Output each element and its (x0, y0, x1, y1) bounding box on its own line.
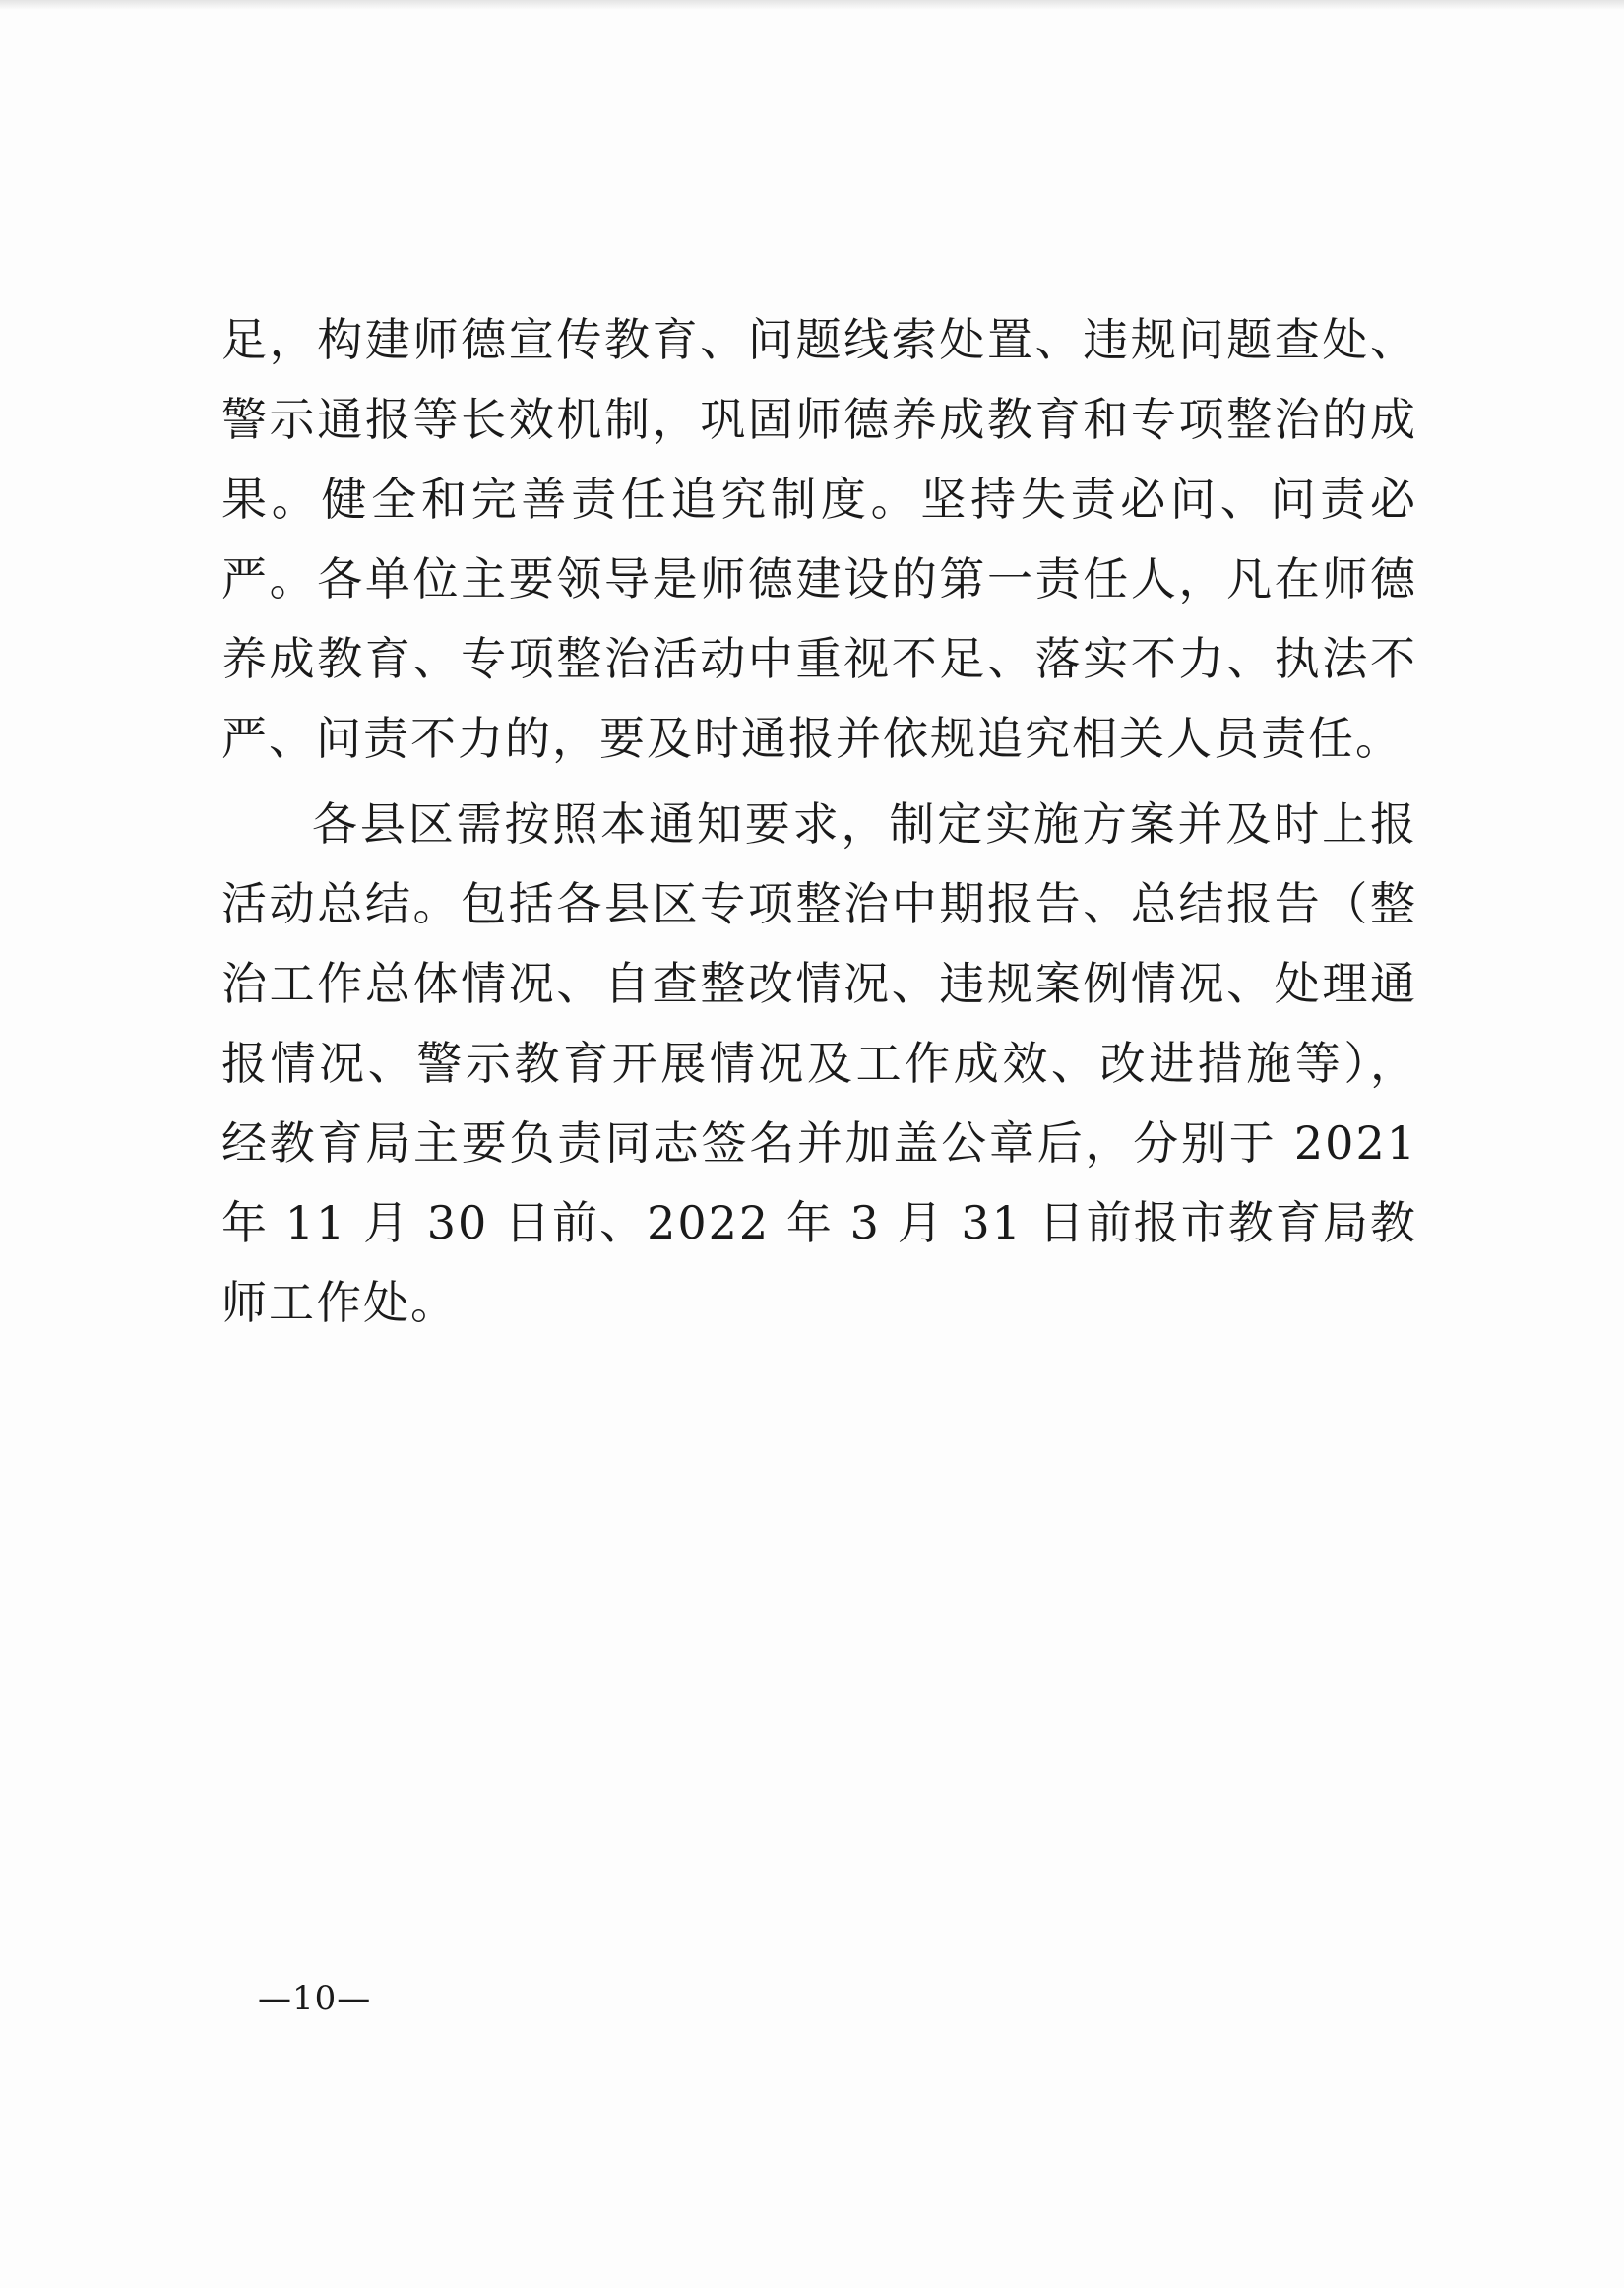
body-text (221, 300, 1417, 1343)
scan-edge (0, 0, 1624, 10)
paragraph-reporting-requirements: 各县区需按照本通知要求，制定实施方案并及时上报活动总结。包括各县区专项整治中期报告、总结报告（整治工作总体情况、自查整改情况、违规案例情况、处理通报情况、警示教育开展情况及工作成效、改进措施等），经教育局主要负责同志签名并加盖公章后，分别于 2021 年 11 月 30 日前、2022 年 3 月 31 日前报市教育局教师工作处。 (221, 797, 1417, 1329)
paragraph-continuation: 足，构建师德宣传教育、问题线索处置、违规问题查处、警示通报等长效机制，巩固师德养成教育和专项整治的成果。健全和完善责任追究制度。坚持失责必问、问责必严。各单位主要领导是师德建设的第一责任人，凡在师德养成教育、专项整治活动中重视不足、落实不力、执法不严、问责不力的，要及时通报并依规追究相关人员责任。 (221, 313, 1417, 765)
page-number: —10— (258, 1979, 372, 2018)
